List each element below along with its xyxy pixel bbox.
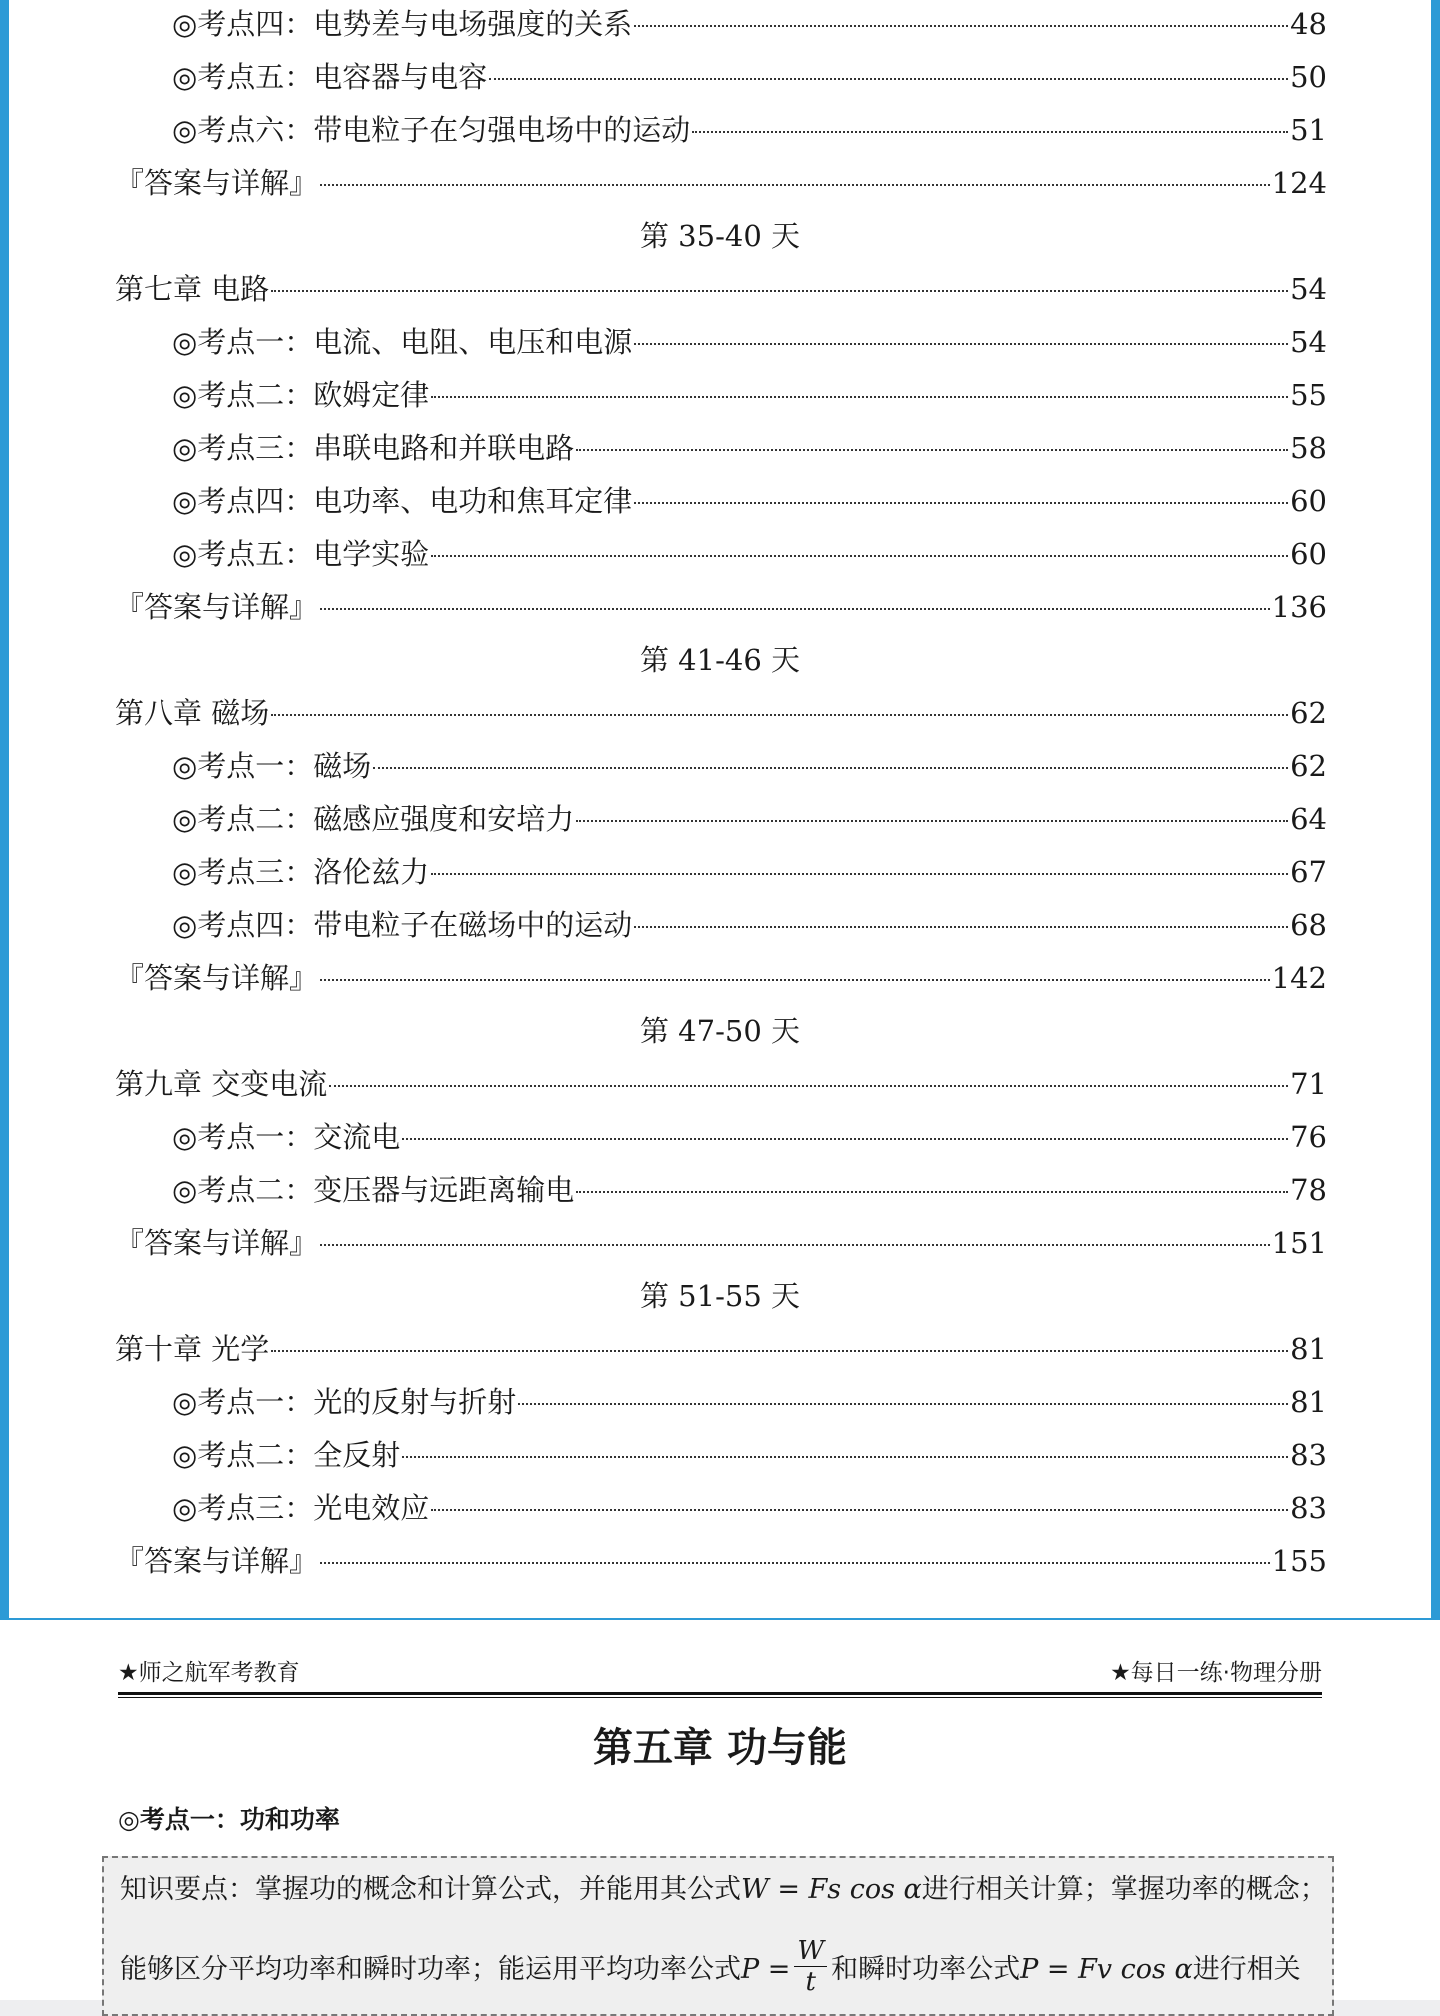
toc-entry-label: 『答案与详解』	[115, 166, 319, 200]
leader-dots	[431, 1509, 1288, 1511]
toc-chapter-entry[interactable]	[115, 693, 1327, 733]
toc-entry-page: 55	[1290, 378, 1327, 412]
toc-entry-page: 155	[1271, 1544, 1327, 1578]
knowledge-line-2	[120, 1936, 1316, 2001]
toc-entry-label: ◎考点五：电学实验	[172, 537, 430, 571]
toc-chapter-entry[interactable]	[115, 1329, 1327, 1369]
toc-entry-label: 第九章 交变电流	[115, 1067, 328, 1101]
knowledge-text: 知识要点：掌握功的概念和计算公式，并能用其公式	[120, 1874, 741, 1905]
left-blue-border	[0, 0, 9, 1620]
work-formula: W = Fs cos α	[741, 1874, 922, 1905]
toc-entry-label: ◎考点三：串联电路和并联电路	[172, 431, 575, 465]
toc-entry-page: 60	[1290, 537, 1327, 571]
leader-dots	[320, 608, 1270, 610]
toc-entry[interactable]	[172, 905, 1327, 945]
leader-dots	[576, 449, 1288, 451]
leader-dots	[634, 25, 1288, 27]
toc-entry-label: ◎考点一：光的反射与折射	[172, 1385, 517, 1419]
toc-entry[interactable]	[172, 799, 1327, 839]
leader-dots	[271, 1350, 1288, 1352]
toc-entry[interactable]	[172, 375, 1327, 415]
toc-entry-page: 81	[1290, 1385, 1327, 1419]
toc-entry-label: ◎考点三：光电效应	[172, 1491, 430, 1525]
leader-dots	[576, 1191, 1288, 1193]
toc-entry-label: ◎考点六：带电粒子在匀强电场中的运动	[172, 113, 691, 147]
toc-answer-entry[interactable]	[115, 1541, 1327, 1581]
toc-entry-label: ◎考点三：洛伦兹力	[172, 855, 430, 889]
toc-entry[interactable]	[172, 110, 1327, 150]
leader-dots	[431, 873, 1288, 875]
knowledge-line-1	[120, 1870, 1327, 1910]
toc-entry[interactable]	[172, 746, 1327, 786]
toc-entry-page: 81	[1290, 1332, 1327, 1366]
toc-entry-page: 51	[1290, 113, 1327, 147]
knowledge-text: 能够区分平均功率和瞬时功率；能运用平均功率公式	[120, 1954, 741, 1985]
toc-entry-page: 151	[1271, 1226, 1327, 1260]
toc-entry-label: ◎考点一：交流电	[172, 1120, 401, 1154]
running-header-series: ★每日一练·物理分册	[1110, 1660, 1322, 1686]
toc-entry-label: ◎考点二：欧姆定律	[172, 378, 430, 412]
leader-dots	[320, 184, 1270, 186]
day-range-heading: 第 51-55 天	[639, 1279, 801, 1313]
running-header-publisher: ★师之航军考教育	[118, 1660, 300, 1686]
toc-entry-label: ◎考点四：带电粒子在磁场中的运动	[172, 908, 633, 942]
knowledge-text: 进行相关	[1192, 1954, 1301, 1985]
leader-dots	[576, 820, 1288, 822]
instant-power-formula: P = Fv cos α	[1020, 1954, 1193, 1985]
toc-entry-page: 54	[1290, 272, 1327, 306]
leader-dots	[489, 78, 1288, 80]
header-rule-thin	[118, 1697, 1322, 1698]
toc-chapter-entry[interactable]	[115, 1064, 1327, 1104]
leader-dots	[692, 131, 1288, 133]
day-range-heading: 第 47-50 天	[639, 1014, 801, 1048]
toc-entry-label: 『答案与详解』	[115, 961, 319, 995]
toc-entry[interactable]	[172, 322, 1327, 362]
toc-entry-page: 68	[1290, 908, 1327, 942]
knowledge-points-box	[102, 1856, 1334, 2016]
toc-entry-page: 83	[1290, 1438, 1327, 1472]
leader-dots	[518, 1403, 1288, 1405]
toc-entry-page: 62	[1290, 749, 1327, 783]
toc-entry-page: 64	[1290, 802, 1327, 836]
toc-entry[interactable]	[172, 4, 1327, 44]
toc-entry-page: 76	[1290, 1120, 1327, 1154]
leader-dots	[271, 290, 1288, 292]
toc-entry[interactable]	[172, 57, 1327, 97]
toc-entry-page: 71	[1290, 1067, 1327, 1101]
toc-entry-page: 83	[1290, 1491, 1327, 1525]
toc-answer-entry[interactable]	[115, 587, 1327, 627]
toc-entry[interactable]	[172, 1382, 1327, 1422]
leader-dots	[634, 502, 1288, 504]
leader-dots	[320, 1244, 1270, 1246]
toc-entry[interactable]	[172, 1435, 1327, 1475]
toc-entry-label: 『答案与详解』	[115, 1226, 319, 1260]
fraction-denominator: t	[805, 1967, 816, 1997]
day-range-heading: 第 41-46 天	[639, 643, 801, 677]
toc-entry-page: 58	[1290, 431, 1327, 465]
toc-entry[interactable]	[172, 481, 1327, 521]
leader-dots	[431, 555, 1288, 557]
toc-entry-label: ◎考点二：全反射	[172, 1438, 401, 1472]
fraction-numerator: W	[794, 1936, 827, 1967]
toc-entry-label: 第八章 磁场	[115, 696, 270, 730]
leader-dots	[634, 926, 1288, 928]
toc-entry-page: 50	[1290, 60, 1327, 94]
day-range-heading: 第 35-40 天	[639, 219, 801, 253]
toc-entry-page: 67	[1290, 855, 1327, 889]
toc-entry[interactable]	[172, 1488, 1327, 1528]
toc-entry-page: 48	[1290, 7, 1327, 41]
toc-entry[interactable]	[172, 428, 1327, 468]
leader-dots	[431, 396, 1288, 398]
toc-entry[interactable]	[172, 852, 1327, 892]
toc-entry-page: 78	[1290, 1173, 1327, 1207]
toc-chapter-entry[interactable]	[115, 269, 1327, 309]
toc-answer-entry[interactable]	[115, 958, 1327, 998]
toc-entry-page: 124	[1271, 166, 1327, 200]
leader-dots	[402, 1456, 1288, 1458]
average-power-fraction	[794, 1936, 827, 1997]
leader-dots	[320, 1562, 1270, 1564]
toc-entry[interactable]	[172, 534, 1327, 574]
average-power-formula-lhs: P =	[741, 1954, 791, 1985]
leader-dots	[373, 767, 1288, 769]
toc-entry-label: 『答案与详解』	[115, 1544, 319, 1578]
toc-entry[interactable]	[172, 1170, 1327, 1210]
toc-entry[interactable]	[172, 1117, 1327, 1157]
knowledge-text: 和瞬时功率公式	[831, 1954, 1021, 1985]
section-title: ◎考点一：功和功率	[118, 1805, 340, 1834]
right-blue-border	[1431, 0, 1440, 1620]
toc-entry-label: ◎考点一：磁场	[172, 749, 372, 783]
leader-dots	[271, 714, 1288, 716]
toc-entry-page: 62	[1290, 696, 1327, 730]
header-rule-thick	[118, 1692, 1322, 1695]
toc-entry-label: 第七章 电路	[115, 272, 270, 306]
toc-entry-label: ◎考点一：电流、电阻、电压和电源	[172, 325, 633, 359]
leader-dots	[402, 1138, 1288, 1140]
knowledge-text: 进行相关计算；掌握功率的概念；	[921, 1874, 1327, 1905]
toc-answer-entry[interactable]	[115, 1223, 1327, 1263]
toc-entry-page: 142	[1271, 961, 1327, 995]
toc-entry-page: 60	[1290, 484, 1327, 518]
leader-dots	[634, 343, 1288, 345]
toc-entry-label: ◎考点四：电势差与电场强度的关系	[172, 7, 633, 41]
toc-entry-label: ◎考点四：电功率、电功和焦耳定律	[172, 484, 633, 518]
leader-dots	[329, 1085, 1288, 1087]
toc-entry-label: ◎考点二：磁感应强度和安培力	[172, 802, 575, 836]
leader-dots	[320, 979, 1270, 981]
chapter-title: 第五章 功与能	[593, 1725, 847, 1771]
toc-entry-label: 第十章 光学	[115, 1332, 270, 1366]
toc-entry-page: 136	[1271, 590, 1327, 624]
toc-entry-page: 54	[1290, 325, 1327, 359]
toc-entry-label: ◎考点五：电容器与电容	[172, 60, 488, 94]
toc-entry-label: ◎考点二：变压器与远距离输电	[172, 1173, 575, 1207]
toc-entry-label: 『答案与详解』	[115, 590, 319, 624]
toc-answer-entry[interactable]	[115, 163, 1327, 203]
